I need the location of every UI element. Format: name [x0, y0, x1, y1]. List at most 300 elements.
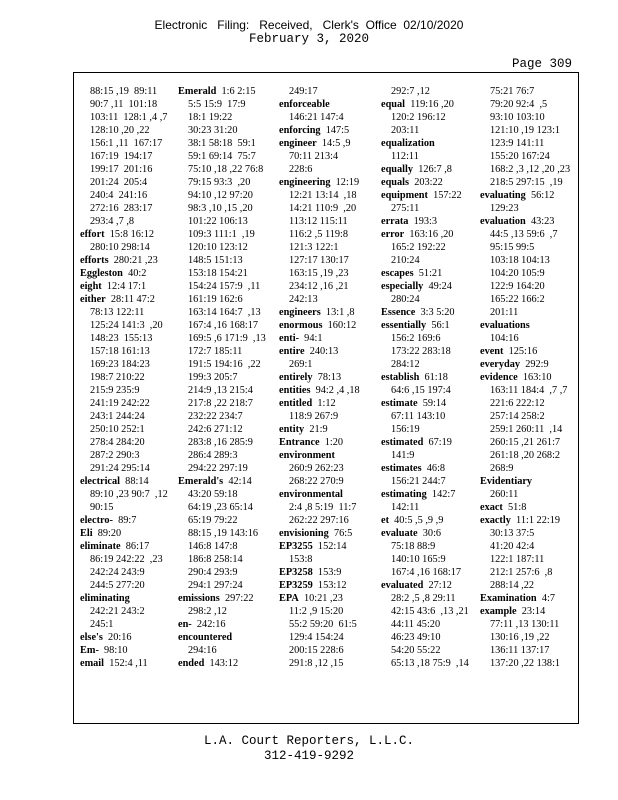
index-headword: entity: [279, 424, 305, 435]
page-line-refs: 56:1: [431, 320, 450, 331]
index-entry: [381, 85, 477, 98]
index-entry: [178, 111, 274, 124]
index-entry: [178, 189, 274, 202]
page-line-refs: 75:10 ,18 ,22 76:8: [188, 164, 264, 175]
index-entry: [279, 345, 375, 358]
page-line-refs: 122:9 164:20: [490, 281, 545, 292]
page-line-refs: 163:11 184:4 ,7 ,7: [490, 385, 568, 396]
index-entry: [381, 462, 477, 475]
page-line-refs: 44:11 45:20: [391, 619, 441, 630]
index-headword: equals: [381, 177, 410, 188]
page-line-refs: 27:12: [428, 580, 452, 591]
index-headword: Emerald: [178, 86, 217, 97]
page-line-refs: 59:1 69:14 75:7: [188, 151, 256, 162]
index-entry: [480, 228, 576, 241]
index-entry: [480, 189, 576, 202]
index-entry: [80, 657, 176, 670]
index-entry: [178, 514, 274, 527]
index-entry: [480, 111, 576, 124]
index-entry: [480, 215, 576, 228]
page-line-refs: 201:24 205:4: [90, 177, 148, 188]
page-line-refs: 287:2 290:3: [90, 450, 140, 461]
index-entry: [381, 410, 477, 423]
index-headword: eight: [80, 281, 102, 292]
page-line-refs: 28:11 47:2: [110, 294, 155, 305]
index-entry: [178, 527, 274, 540]
page-line-refs: 193:3: [413, 216, 438, 227]
index-entry: [178, 137, 274, 150]
index-column-3: [279, 85, 375, 670]
page-line-refs: 160:12: [327, 320, 357, 331]
index-entry: [381, 371, 477, 384]
index-entry: [279, 254, 375, 267]
index-entry: [80, 462, 176, 475]
page-line-refs: 90:7 ,11 101:18: [90, 99, 158, 110]
index-entry: [480, 436, 576, 449]
filing-stamp: Electronic Filing: Received, Clerk's Office 02/10/2020: [154, 18, 464, 32]
index-entry: [178, 488, 274, 501]
page-line-refs: 54:20 55:22: [391, 645, 441, 656]
page-line-refs: 212:1 257:6 ,8: [490, 567, 553, 578]
index-entry: [279, 98, 375, 111]
page-line-refs: 46:23 49:10: [391, 632, 441, 643]
page-line-refs: 98:10: [104, 645, 128, 656]
index-entry: [80, 527, 176, 540]
page-line-refs: 125:16: [508, 346, 538, 357]
index-entry: [381, 553, 477, 566]
page-line-refs: 168:2 ,3 ,12 ,20 ,23: [490, 164, 571, 175]
page-line-refs: 67:19: [428, 437, 452, 448]
page-line-refs: 260:9 262:23: [289, 463, 344, 474]
page-line-refs: 291:8 ,12 ,15: [289, 658, 344, 669]
index-entry: [279, 514, 375, 527]
page-line-refs: 101:22 106:13: [188, 216, 248, 227]
index-entry: [480, 488, 576, 501]
page-line-refs: 280:21 ,23: [113, 255, 158, 266]
page-line-refs: 94:1: [304, 333, 323, 344]
page-line-refs: 78:13 122:11: [90, 307, 145, 318]
page-line-refs: 292:7 ,12: [391, 86, 430, 97]
index-entry: [279, 189, 375, 202]
index-headword: escapes: [381, 268, 414, 279]
index-entry: [381, 202, 477, 215]
index-headword: estimates: [381, 463, 422, 474]
index-entry: [381, 98, 477, 111]
index-entry: [80, 98, 176, 111]
index-headword: example: [480, 606, 517, 617]
page-line-refs: 215:9 235:9: [90, 385, 140, 396]
page-line-refs: 142:7: [431, 489, 456, 500]
index-entry: [480, 592, 576, 605]
page-line-refs: 51:21: [418, 268, 443, 279]
index-headword: equalization: [381, 138, 435, 149]
index-headword: environmental: [279, 489, 343, 500]
index-entry: [80, 436, 176, 449]
index-column-1: [80, 85, 176, 670]
index-entry: [381, 423, 477, 436]
index-entry: [178, 618, 274, 631]
page-line-refs: 126:7 ,8: [418, 164, 452, 175]
index-entry: [80, 631, 176, 644]
index-entry: [480, 202, 576, 215]
index-entry: [480, 514, 576, 527]
index-entry: [480, 163, 576, 176]
index-entry: [279, 475, 375, 488]
index-column-5: [480, 85, 576, 670]
index-entry: [480, 462, 576, 475]
index-entry: [279, 579, 375, 592]
page-line-refs: 14:21 110:9 ,20: [289, 203, 357, 214]
index-entry: [279, 306, 375, 319]
index-entry: [279, 410, 375, 423]
index-entry: [178, 202, 274, 215]
page-line-refs: 268:22 270:9: [289, 476, 344, 487]
page-line-refs: 191:5 194:16 ,22: [188, 359, 261, 370]
page-line-refs: 23:14: [521, 606, 546, 617]
index-entry: [178, 423, 274, 436]
index-entry: [178, 605, 274, 618]
index-headword: Em-: [80, 645, 99, 656]
page-line-refs: 1:20: [324, 437, 344, 448]
page-line-refs: 113:12 115:11: [289, 216, 348, 227]
index-entry: [279, 163, 375, 176]
index-entry: [178, 124, 274, 137]
page-line-refs: 1:12: [317, 398, 336, 409]
index-headword: entire: [279, 346, 305, 357]
index-headword: essentially: [381, 320, 427, 331]
page-line-refs: 4:7: [541, 593, 555, 604]
index-entry: [80, 514, 176, 527]
index-entry: [80, 410, 176, 423]
page-line-refs: 89:10 ,23 90:7 ,12: [90, 489, 168, 500]
index-entry: [381, 176, 477, 189]
index-entry: [381, 163, 477, 176]
index-headword: EP3258: [279, 567, 313, 578]
index-entry: [381, 657, 477, 670]
page-line-refs: 98:3 ,10 ,15 ,20: [188, 203, 253, 214]
index-entry: [381, 644, 477, 657]
index-entry: [381, 111, 477, 124]
index-entry: [80, 176, 176, 189]
index-headword: equal: [381, 99, 406, 110]
page-line-refs: 30:13 37:5: [490, 528, 535, 539]
page-line-refs: 157:22: [433, 190, 462, 201]
index-entry: [279, 657, 375, 670]
page-line-refs: 249:17: [289, 86, 318, 97]
index-entry: [178, 410, 274, 423]
index-entry: [381, 345, 477, 358]
index-entry: [279, 566, 375, 579]
index-entry: [381, 319, 477, 332]
page-number: Page 309: [511, 57, 572, 71]
index-entry: [178, 345, 274, 358]
index-entry: [80, 475, 176, 488]
index-headword: entirely: [279, 372, 313, 383]
index-headword: evaluations: [480, 320, 530, 331]
page-line-refs: 244:5 277:20: [90, 580, 145, 591]
page-line-refs: 163:14 164:7 ,13: [188, 307, 261, 318]
index-entry: [279, 371, 375, 384]
index-entry: [80, 449, 176, 462]
page-line-refs: 137:20 ,22 138:1: [490, 658, 561, 669]
index-entry: [80, 254, 176, 267]
index-headword: Entrance: [279, 437, 320, 448]
page-line-refs: 241:19 242:22: [90, 398, 150, 409]
index-entry: [80, 501, 176, 514]
index-entry: [178, 163, 274, 176]
index-entry: [480, 98, 576, 111]
index-entry: [80, 371, 176, 384]
index-headword: electrical: [80, 476, 121, 487]
page-line-refs: 167:4 ,16 168:17: [188, 320, 259, 331]
index-headword: errata: [381, 216, 409, 227]
page-line-refs: 10:21 ,23: [304, 593, 343, 604]
page-line-refs: 298:2 ,12: [188, 606, 227, 617]
index-headword: efforts: [80, 255, 109, 266]
page-line-refs: 172:7 185:11: [188, 346, 243, 357]
index-entry: [279, 592, 375, 605]
index-headword: environment: [279, 450, 335, 461]
page-line-refs: 64:6 ,15 197:4: [391, 385, 451, 396]
index-headword: entitled: [279, 398, 313, 409]
page-line-refs: 64:19 ,23 65:14: [188, 502, 253, 513]
index-entry: [80, 241, 176, 254]
index-entry: [381, 501, 477, 514]
page-line-refs: 156:2 169:6: [391, 333, 441, 344]
page-line-refs: 79:15 93:3 ,20: [188, 177, 251, 188]
page-line-refs: 75:18 88:9: [391, 541, 436, 552]
index-headword: engineers: [279, 307, 321, 318]
page-line-refs: 109:3 111:1 ,19: [188, 229, 255, 240]
page-line-refs: 79:20 92:4 ,5: [490, 99, 548, 110]
reporter-name: L.A. Court Reporters, L.L.C.: [203, 734, 415, 748]
index-entry: [381, 384, 477, 397]
page-line-refs: 250:10 252:1: [90, 424, 145, 435]
index-entry: [279, 423, 375, 436]
index-entry: [381, 605, 477, 618]
index-headword: Emerald's: [178, 476, 224, 487]
page-line-refs: 89:7: [118, 515, 137, 526]
page-line-refs: 55:2 59:20 61:5: [289, 619, 357, 630]
index-entry: [178, 553, 274, 566]
index-entry: [279, 449, 375, 462]
page-line-refs: 65:19 79:22: [188, 515, 238, 526]
page-line-refs: 201:11: [490, 307, 519, 318]
page-line-refs: 127:17 130:17: [289, 255, 349, 266]
index-headword: estimated: [381, 437, 424, 448]
index-entry: [381, 124, 477, 137]
index-headword: evidence: [480, 372, 518, 383]
index-entry: [480, 657, 576, 670]
page-line-refs: 173:22 283:18: [391, 346, 451, 357]
page-line-refs: 18:1 19:22: [188, 112, 233, 123]
index-entry: [80, 358, 176, 371]
index-entry: [80, 163, 176, 176]
page-line-refs: 136:11 137:17: [490, 645, 550, 656]
index-headword: evaluating: [480, 190, 526, 201]
index-headword: EPA: [279, 593, 299, 604]
index-entry: [279, 111, 375, 124]
index-headword: entities: [279, 385, 311, 396]
page-line-refs: 156:19: [391, 424, 420, 435]
page-line-refs: 259:1 260:11 ,14: [490, 424, 563, 435]
index-entry: [80, 423, 176, 436]
page-line-refs: 288:14 ,22: [490, 580, 535, 591]
index-entry: [279, 176, 375, 189]
page-line-refs: 286:4 289:3: [188, 450, 238, 461]
index-headword: enormous: [279, 320, 323, 331]
index-entry: [178, 267, 274, 280]
index-box: [73, 72, 579, 724]
page-line-refs: 161:19 162:6: [188, 294, 243, 305]
index-entry: [480, 644, 576, 657]
index-headword: Eggleston: [80, 268, 123, 279]
index-column-2: [178, 85, 274, 670]
page-line-refs: 242:16: [196, 619, 226, 630]
index-entry: [279, 488, 375, 501]
page-line-refs: 49:24: [428, 281, 452, 292]
index-entry: [178, 293, 274, 306]
index-entry: [80, 618, 176, 631]
index-headword: eliminate: [80, 541, 121, 552]
index-entry: [480, 254, 576, 267]
page-line-refs: 129:4 154:24: [289, 632, 344, 643]
page-line-refs: 120:10 123:12: [188, 242, 248, 253]
index-entry: [178, 397, 274, 410]
page-line-refs: 293:4 ,7 ,8: [90, 216, 135, 227]
index-entry: [80, 579, 176, 592]
index-entry: [381, 215, 477, 228]
page-line-refs: 294:22 297:19: [188, 463, 248, 474]
index-entry: [178, 228, 274, 241]
page-line-refs: 78:13: [317, 372, 342, 383]
index-entry: [178, 436, 274, 449]
page-line-refs: 118:9 267:9: [289, 411, 339, 422]
index-entry: [381, 579, 477, 592]
page-line-refs: 275:11: [391, 203, 420, 214]
page-line-refs: 125:24 141:3 ,20: [90, 320, 163, 331]
page-line-refs: 146:21 147:4: [289, 112, 344, 123]
page-line-refs: 163:15 ,19 ,23: [289, 268, 349, 279]
index-entry: [381, 566, 477, 579]
index-entry: [381, 280, 477, 293]
page-line-refs: 278:4 284:20: [90, 437, 145, 448]
index-entry: [279, 267, 375, 280]
index-entry: [381, 332, 477, 345]
page-line-refs: 59:14: [422, 398, 447, 409]
page-line-refs: 3:3 5:20: [420, 307, 455, 318]
page-line-refs: 199:3 205:7: [188, 372, 238, 383]
index-entry: [80, 488, 176, 501]
index-headword: email: [80, 658, 105, 669]
page-line-refs: 147:5: [325, 125, 350, 136]
page-line-refs: 283:8 ,16 285:9: [188, 437, 253, 448]
page-line-refs: 200:15 228:6: [289, 645, 344, 656]
page-line-refs: 12:4 17:1: [106, 281, 147, 292]
page-line-refs: 103:11 128:1 ,4 ,7: [90, 112, 168, 123]
page-line-refs: 261:18 ,20 268:2: [490, 450, 561, 461]
index-entry: [178, 215, 274, 228]
page-line-refs: 21:9: [309, 424, 328, 435]
index-entry: [480, 124, 576, 137]
page-line-refs: 14:5 ,9: [321, 138, 351, 149]
index-entry: [279, 124, 375, 137]
index-entry: [80, 85, 176, 98]
index-headword: error: [381, 229, 405, 240]
page-line-refs: 88:15 ,19 143:16: [188, 528, 259, 539]
index-headword: eliminating: [80, 593, 130, 604]
page-line-refs: 30:23 31:20: [188, 125, 238, 136]
index-entry: [480, 397, 576, 410]
page-line-refs: 167:4 ,16 168:17: [391, 567, 462, 578]
index-entry: [381, 150, 477, 163]
page-line-refs: 156:21 244:7: [391, 476, 446, 487]
index-headword: equally: [381, 164, 414, 175]
index-entry: [178, 150, 274, 163]
index-headword: evaluated: [381, 580, 424, 591]
index-entry: [178, 644, 274, 657]
index-entry: [80, 306, 176, 319]
page-line-refs: 155:20 167:24: [490, 151, 550, 162]
page-line-refs: 2:4 ,8 5:19 11:7: [289, 502, 357, 513]
index-headword: Eli: [80, 528, 93, 539]
page-line-refs: 89:20: [97, 528, 122, 539]
index-entry: [279, 644, 375, 657]
page-line-refs: 292:9: [525, 359, 549, 370]
index-entry: [480, 319, 576, 332]
page-line-refs: 12:19: [335, 177, 360, 188]
index-headword: especially: [381, 281, 424, 292]
index-entry: [480, 293, 576, 306]
index-entry: [178, 280, 274, 293]
index-entry: [178, 449, 274, 462]
index-headword: EP3255: [279, 541, 313, 552]
page-line-refs: 262:22 297:16: [289, 515, 349, 526]
index-entry: [178, 579, 274, 592]
page-line-refs: 120:2 196:12: [391, 112, 446, 123]
page-line-refs: 38:1 58:18 59:1: [188, 138, 256, 149]
index-entry: [381, 475, 477, 488]
index-entry: [80, 345, 176, 358]
index-entry: [381, 592, 477, 605]
page-line-refs: 11:1 22:19: [516, 515, 560, 526]
page-line-refs: 148:5 151:13: [188, 255, 243, 266]
page-line-refs: 141:9: [391, 450, 415, 461]
page-line-refs: 61:18: [424, 372, 448, 383]
index-entry: [80, 124, 176, 137]
index-headword: electro-: [80, 515, 113, 526]
page-line-refs: 46:8: [426, 463, 446, 474]
page-line-refs: 242:21 243:2: [90, 606, 145, 617]
page-line-refs: 203:22: [414, 177, 443, 188]
page-line-refs: 169:23 184:23: [90, 359, 150, 370]
index-entry: [279, 280, 375, 293]
index-headword: Evidentiary: [480, 476, 533, 487]
index-entry: [381, 254, 477, 267]
index-entry: [279, 618, 375, 631]
index-entry: [80, 332, 176, 345]
page-line-refs: 123:9 141:11: [490, 138, 545, 149]
page-line-refs: 130:16 ,19 ,22: [490, 632, 550, 643]
index-entry: [178, 592, 274, 605]
index-entry: [178, 384, 274, 397]
index-entry: [381, 514, 477, 527]
page-line-refs: 70:11 213:4: [289, 151, 339, 162]
index-entry: [178, 254, 274, 267]
page-line-refs: 242:13: [289, 294, 318, 305]
index-entry: [178, 657, 274, 670]
index-entry: [178, 98, 274, 111]
